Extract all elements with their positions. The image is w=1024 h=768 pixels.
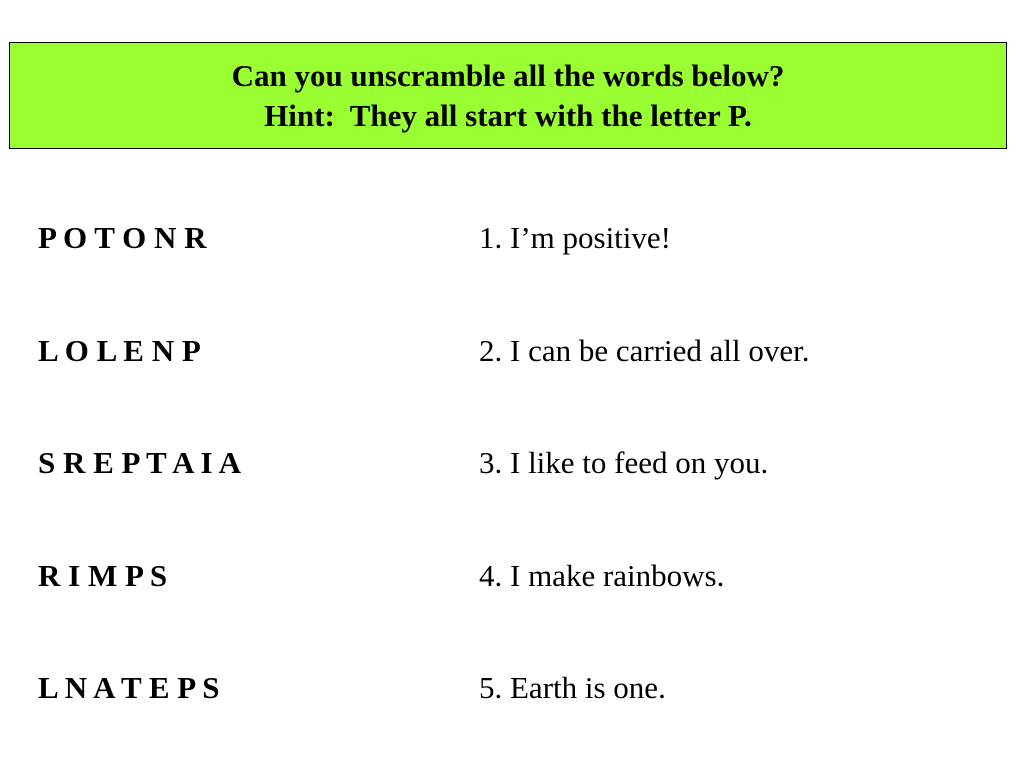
clue-text: 5. Earth is one. bbox=[479, 670, 666, 705]
puzzle-row-4 bbox=[0, 556, 1024, 606]
puzzle-row-5 bbox=[0, 668, 1024, 718]
clue-text: 2. I can be carried all over. bbox=[479, 333, 810, 368]
scrambled-word: L O L E N P bbox=[38, 333, 201, 368]
clue-text: 3. I like to feed on you. bbox=[479, 445, 769, 480]
clue-text: 1. I’m positive! bbox=[479, 220, 671, 255]
scrambled-word: R I M P S bbox=[38, 558, 168, 593]
banner-question: Can you unscramble all the words below? bbox=[231, 57, 785, 93]
scrambled-word: S R E P T A I A bbox=[38, 445, 242, 480]
hint-banner bbox=[9, 42, 1007, 149]
puzzle-row-3 bbox=[0, 443, 1024, 493]
scrambled-word: P O T O N R bbox=[38, 220, 207, 255]
scrambled-word: L N A T E P S bbox=[38, 670, 220, 705]
banner-hint: Hint: They all start with the letter P. bbox=[264, 97, 752, 133]
clue-text: 4. I make rainbows. bbox=[479, 558, 725, 593]
puzzle-row-1 bbox=[0, 218, 1024, 268]
puzzle-row-2 bbox=[0, 331, 1024, 381]
